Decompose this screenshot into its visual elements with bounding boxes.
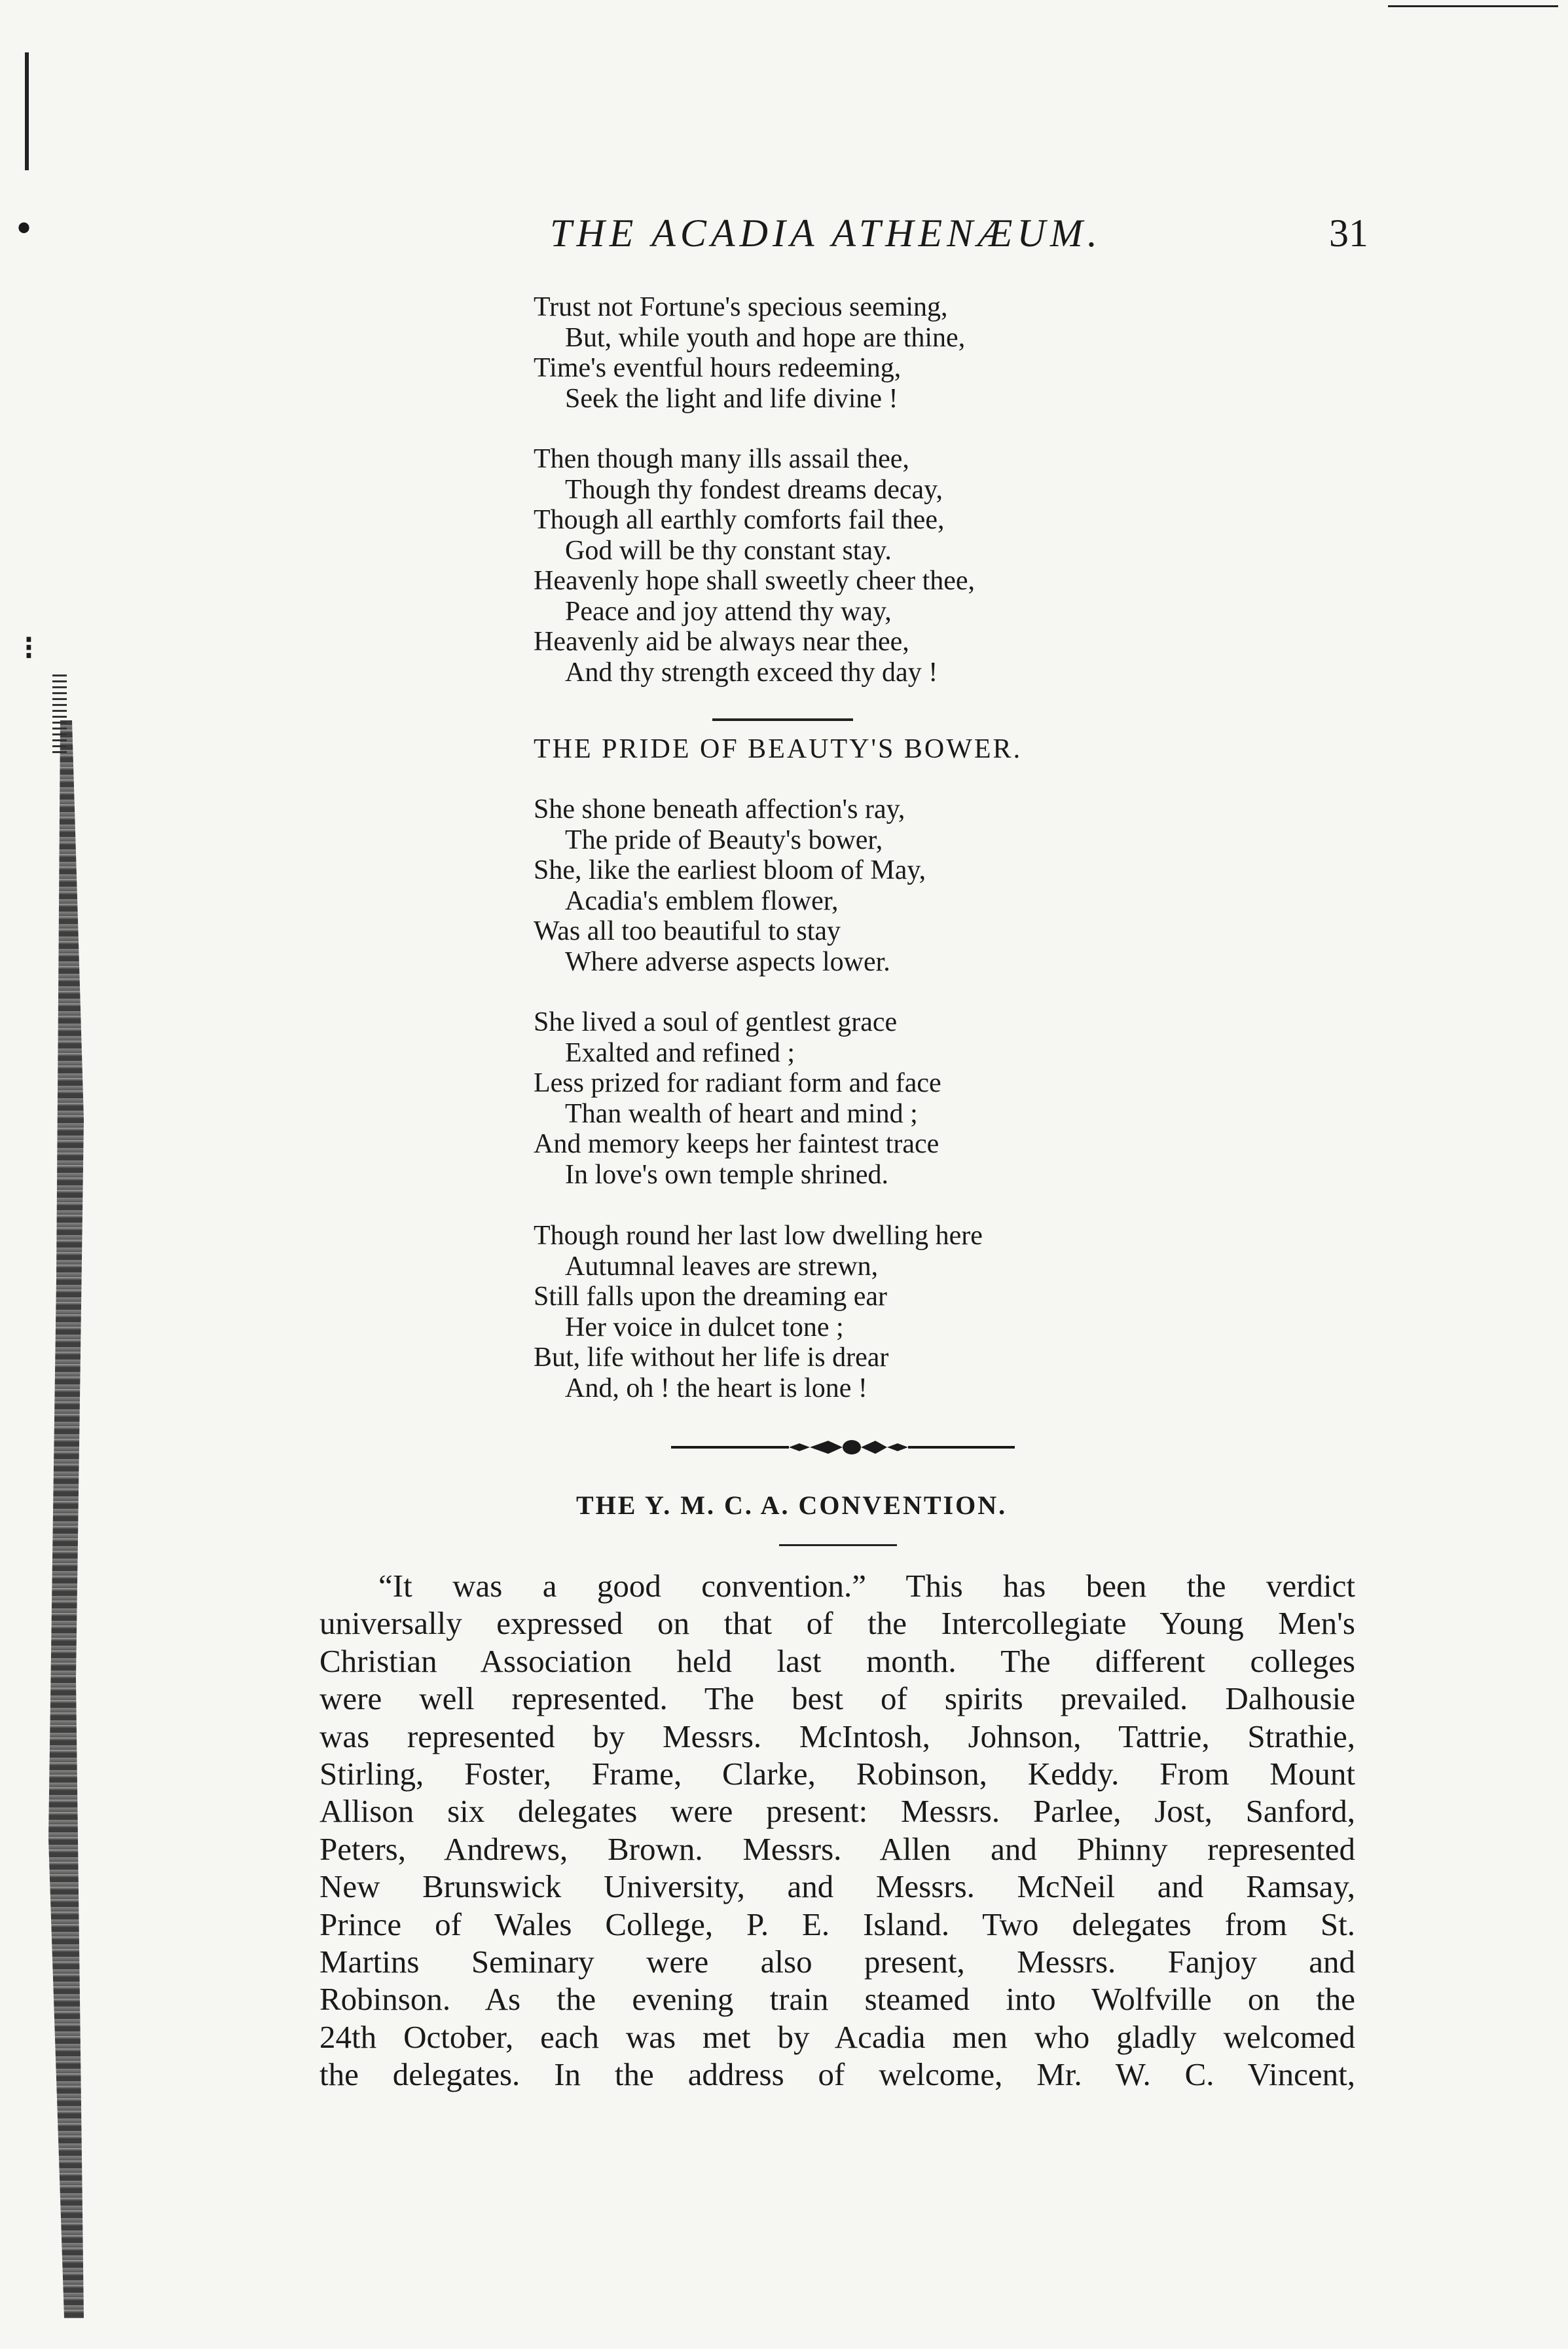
poem-line: Exalted and refined ; [565,1037,795,1068]
body-line: Martins Seminary were also present, Messrs. Fanjoy and [319,1944,1355,1980]
ink-speck: • [17,206,31,250]
poem-line: And thy strength exceed thy day ! [565,657,938,688]
body-line: New Brunswick University, and Messrs. McNeil and Ramsay, [319,1868,1355,1905]
article-title: THE Y. M. C. A. CONVENTION. [576,1490,1008,1520]
poem-line: She shone beneath affection's ray, [534,794,905,824]
body-line: “It was a good convention.” This has been the verdict [378,1568,1355,1604]
poem-line: Autumnal leaves are strewn, [565,1251,879,1282]
poem-line: Then though many ills assail thee, [534,444,909,474]
title-underline [779,1544,897,1546]
poem-line: Than wealth of heart and mind ; [565,1098,918,1129]
poem-stanza [534,794,926,977]
poem-line: Seek the light and life divine ! [565,383,898,414]
poem-line: God will be thy constant stay. [565,535,892,566]
ornamental-divider [671,1437,1015,1457]
poem-line: Heavenly aid be always near thee, [534,627,909,657]
poem-line: Was all too beautiful to stay [534,916,841,946]
body-line: Christian Association held last month. The different colleges [319,1642,1355,1679]
poem-line: Her voice in dulcet tone ; [565,1312,844,1342]
scan-edge-mark [25,52,29,170]
poem-line: But, while youth and hope are thine, [565,322,966,353]
poem-line: Though round her last low dwelling here [534,1221,983,1251]
body-line: 24th October, each was met by Acadia men who gladly welcomed [319,2018,1355,2055]
running-header [550,211,1368,263]
poem-line: Though all earthly comforts fail thee, [534,505,945,535]
journal-title: THE ACADIA ATHENÆUM. [550,212,1102,255]
poem-stanza [534,1007,941,1190]
poem-stanza [534,292,965,414]
poem-line: Heavenly hope shall sweetly cheer thee, [534,566,975,596]
poem-line: Where adverse aspects lower. [565,946,890,977]
poem-line: And memory keeps her faintest trace [534,1129,939,1159]
poem-line: In love's own temple shrined. [565,1159,888,1190]
body-line: Prince of Wales College, P. E. Island. Two delegates from St. [319,1906,1355,1942]
poem-line: She lived a soul of gentlest grace [534,1007,898,1037]
binding-shadow-fine [52,675,67,753]
ink-speck: ⁝ [24,629,34,666]
body-line: was represented by Messrs. McIntosh, Johnson, Tattrie, Strathie, [319,1718,1355,1754]
poem-line: She, like the earliest bloom of May, [534,855,926,885]
poem-line: Trust not Fortune's specious seeming, [534,292,948,322]
poem-stanza [534,1221,983,1403]
binding-shadow [45,720,84,2318]
poem-line: Acadia's emblem flower, [565,885,839,916]
body-line: Stirling, Foster, Frame, Clarke, Robinson, Keddy. From Mount [319,1756,1355,1792]
article-body [319,1567,1355,2094]
body-line: were well represented. The best of spirits prevailed. Dalhousie [319,1680,1355,1717]
poem-line: Still falls upon the dreaming ear [534,1282,888,1312]
poem-line: Peace and joy attend thy way, [565,596,892,627]
page-number: 31 [1329,212,1368,255]
body-line: Robinson. As the evening train steamed into Wolfville on the [319,1981,1355,2018]
poem-stanza [534,444,975,688]
body-line: the delegates. In the address of welcome, Mr. W. C. Vincent, [319,2056,1355,2093]
poem-line: And, oh ! the heart is lone ! [565,1373,867,1403]
scan-edge-rule [1388,5,1558,7]
poem-line: Though thy fondest dreams decay, [565,474,943,505]
body-line: universally expressed on that of the Intercollegiate Young Men's [319,1605,1355,1642]
poem-line: Less prized for radiant form and face [534,1068,941,1098]
poem-line: But, life without her life is drear [534,1342,889,1373]
section-divider [712,718,853,721]
body-line: Peters, Andrews, Brown. Messrs. Allen and Phinny represented [319,1830,1355,1867]
body-line: Allison six delegates were present: Messrs. Parlee, Jost, Sanford, [319,1793,1355,1830]
poem-line: The pride of Beauty's bower, [565,824,883,855]
poem-title: THE PRIDE OF BEAUTY'S BOWER. [534,734,1023,764]
poem-line: Time's eventful hours redeeming, [534,353,902,383]
